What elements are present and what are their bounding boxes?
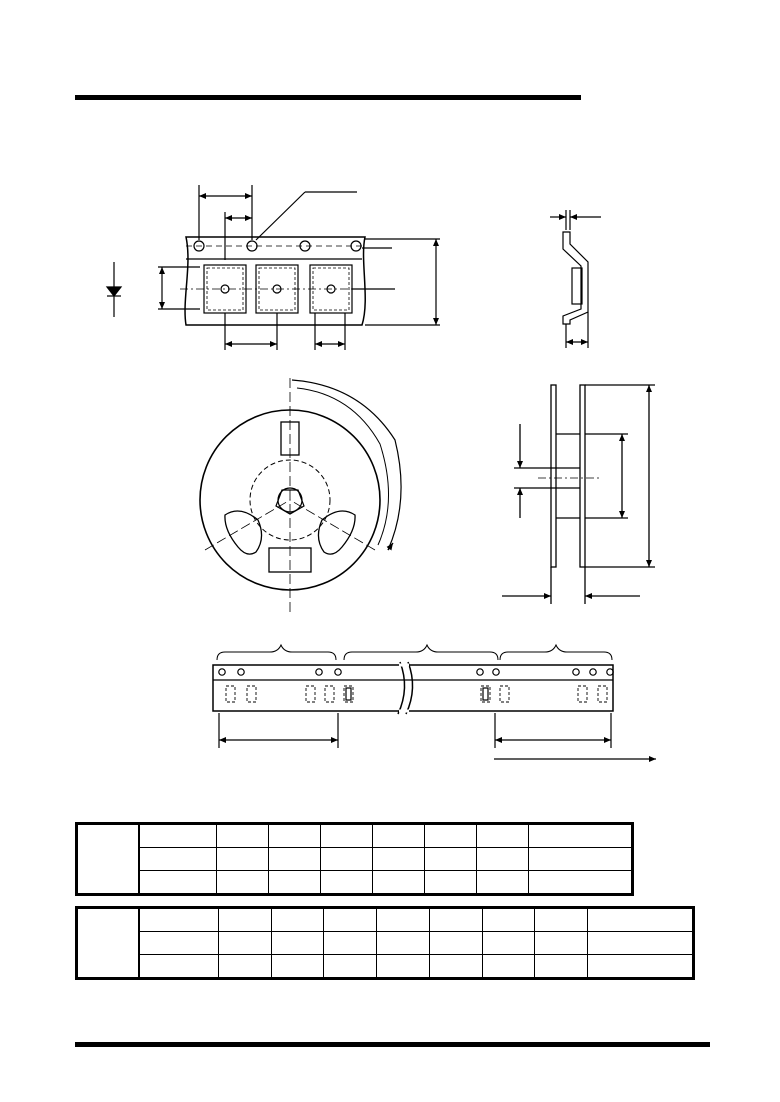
empty-pockets	[226, 686, 607, 702]
table-cell	[425, 848, 477, 871]
table-cell	[271, 932, 324, 955]
table-row	[77, 824, 633, 848]
table-cell	[217, 824, 269, 848]
carrier-tape-top-view	[158, 185, 440, 350]
table-cell	[269, 871, 321, 895]
table-cell	[324, 955, 377, 979]
table-row	[77, 955, 694, 979]
row-header-cell	[77, 824, 140, 895]
table-cell	[377, 908, 430, 932]
table-cell	[482, 955, 535, 979]
table-cell	[269, 824, 321, 848]
table-cell	[429, 955, 482, 979]
table-cell	[529, 824, 633, 848]
table-cell	[377, 955, 430, 979]
table-cell	[217, 848, 269, 871]
table-cell	[425, 871, 477, 895]
bottom-rule	[75, 1042, 710, 1047]
table-cell	[139, 908, 218, 932]
filled-pockets	[344, 686, 490, 702]
table-cell	[321, 871, 373, 895]
reel-front-view	[200, 378, 401, 612]
table-cell	[321, 824, 373, 848]
tape-leader-strip	[213, 645, 656, 759]
row-header-cell	[77, 908, 140, 979]
reel-side-view	[502, 385, 655, 604]
table-cell	[139, 824, 217, 848]
table-cell	[269, 848, 321, 871]
table-cell	[377, 932, 430, 955]
table-row	[77, 871, 633, 895]
tape-cross-section	[550, 210, 601, 348]
table-cell	[477, 848, 529, 871]
table-cell	[321, 848, 373, 871]
dimension-table-1	[75, 822, 634, 896]
table-cell	[373, 848, 425, 871]
table-cell	[588, 932, 694, 955]
table-cell	[529, 848, 633, 871]
table-row	[77, 932, 694, 955]
table-cell	[477, 824, 529, 848]
table-cell	[588, 955, 694, 979]
table-cell	[271, 908, 324, 932]
table-cell	[425, 824, 477, 848]
table-cell	[324, 932, 377, 955]
table-cell	[482, 932, 535, 955]
table-cell	[477, 871, 529, 895]
table-cell	[139, 848, 217, 871]
table-row	[77, 848, 633, 871]
table-cell	[529, 871, 633, 895]
table-cell	[373, 871, 425, 895]
table-cell	[218, 932, 271, 955]
table-cell	[217, 871, 269, 895]
table-cell	[535, 908, 588, 932]
table-row	[77, 908, 694, 932]
table-cell	[139, 932, 218, 955]
table-cell	[271, 955, 324, 979]
table-cell	[218, 955, 271, 979]
table-cell	[139, 871, 217, 895]
table-cell	[139, 955, 218, 979]
table-cell	[482, 908, 535, 932]
table-cell	[324, 908, 377, 932]
table-cell	[429, 932, 482, 955]
dimension-table-2	[75, 906, 695, 980]
table-cell	[588, 908, 694, 932]
table-cell	[429, 908, 482, 932]
diode-symbol-icon	[107, 262, 121, 317]
table-cell	[535, 932, 588, 955]
table-cell	[373, 824, 425, 848]
leader-sprocket-holes	[219, 669, 613, 675]
table-cell	[218, 908, 271, 932]
table-cell	[535, 955, 588, 979]
